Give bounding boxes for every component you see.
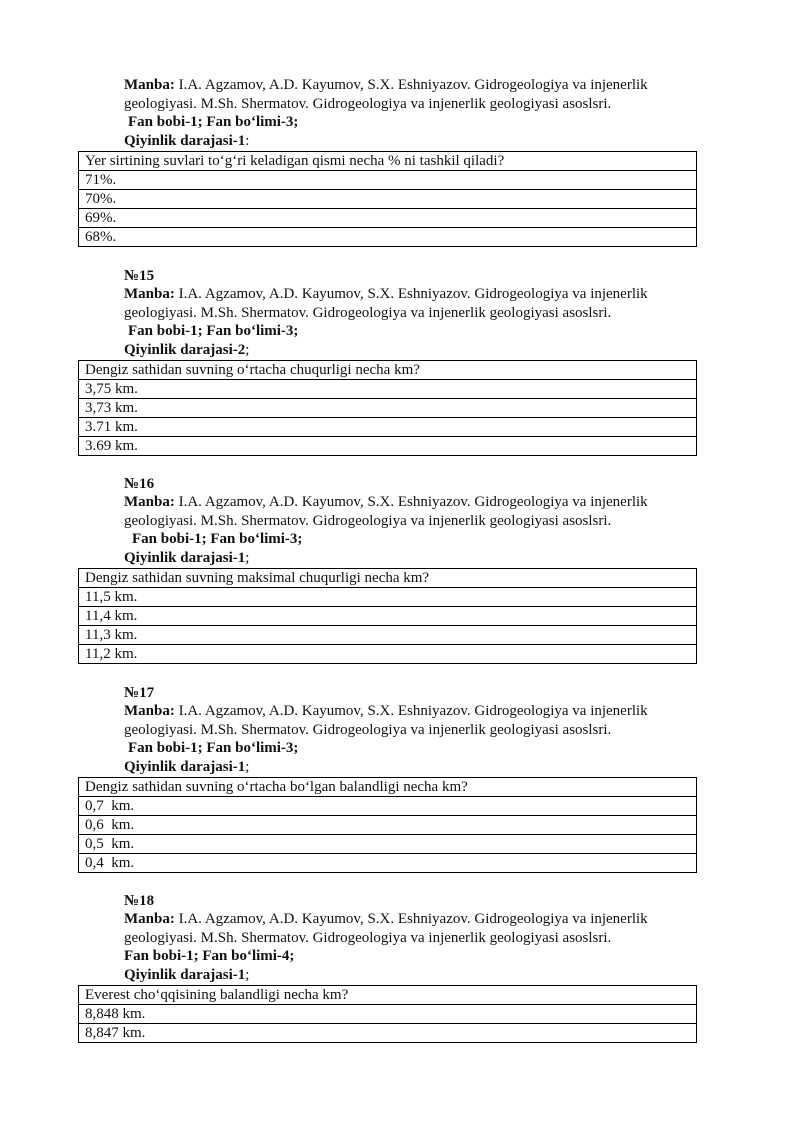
answer-option: 0,4 km. (79, 854, 697, 873)
question-table (78, 151, 697, 247)
source-line-1 (124, 285, 704, 304)
source-line-2: geologiyasi. M.Sh. Shermatov. Gidrogeologiya va injenerlik geologiyasi asoslsri. (124, 929, 612, 946)
answer-option: 0,7 km. (79, 797, 697, 816)
answer-row (79, 418, 697, 437)
answer-option: 3,75 km. (79, 380, 697, 399)
source-label: Manba: (124, 703, 175, 719)
answer-row (79, 816, 697, 835)
question-number: №18 (124, 893, 155, 909)
chapter-line: Fan bobi-1; Fan bo‘limi-3; (128, 323, 299, 339)
answer-option: 0,6 km. (79, 816, 697, 835)
answer-option: 11,4 km. (79, 607, 697, 626)
chapter-line: Fan bobi-1; Fan bo‘limi-3; (128, 114, 299, 130)
answer-option: 3,73 km. (79, 399, 697, 418)
answer-row (79, 854, 697, 873)
question-row (79, 569, 697, 588)
answer-option: 3.69 km. (79, 437, 697, 456)
question-table (78, 360, 697, 456)
source-line-1 (124, 702, 704, 721)
difficulty-label: Qiyinlik darajasi-1 (124, 758, 246, 775)
source-line-1 (124, 493, 704, 512)
answer-option: 11,3 km. (79, 626, 697, 645)
answer-option: 3.71 km. (79, 418, 697, 437)
difficulty-label: Qiyinlik darajasi-1 (124, 966, 246, 983)
difficulty-label: Qiyinlik darajasi-1 (124, 132, 246, 149)
difficulty-line (124, 132, 704, 151)
answer-option: 0,5 km. (79, 835, 697, 854)
answer-row (79, 835, 697, 854)
source-label: Manba: (124, 286, 175, 302)
source-text: I.A. Agzamov, A.D. Kayumov, S.X. Eshniyazov. Gidrogeologiya va injenerlik (174, 494, 648, 510)
difficulty-suffix: ; (245, 758, 250, 775)
source-line-2: geologiyasi. M.Sh. Shermatov. Gidrogeologiya va injenerlik geologiyasi asoslsri. (124, 304, 612, 321)
source-text: I.A. Agzamov, A.D. Kayumov, S.X. Eshniyazov. Gidrogeologiya va injenerlik (174, 77, 648, 93)
answer-row (79, 437, 697, 456)
source-line-1 (124, 76, 704, 95)
difficulty-suffix: : (245, 132, 250, 149)
question-text: Everest cho‘qqisining balandligi necha km? (79, 986, 697, 1005)
answer-row (79, 380, 697, 399)
answer-row (79, 1005, 697, 1024)
question-number: №17 (124, 685, 155, 701)
question-meta (124, 285, 704, 359)
question-text: Dengiz sathidan suvning maksimal chuqurligi necha km? (79, 569, 697, 588)
question-meta (124, 493, 704, 567)
answer-option: 8,848 km. (79, 1005, 697, 1024)
chapter-line: Fan bobi-1; Fan bo‘limi-4; (124, 948, 295, 964)
source-line-2: geologiyasi. M.Sh. Shermatov. Gidrogeologiya va injenerlik geologiyasi asoslsri. (124, 95, 612, 112)
answer-row (79, 797, 697, 816)
source-label: Manba: (124, 911, 175, 927)
answer-row (79, 228, 697, 247)
answer-option: 11,2 km. (79, 645, 697, 664)
answer-option: 11,5 km. (79, 588, 697, 607)
question-row (79, 778, 697, 797)
question-text: Dengiz sathidan suvning o‘rtacha chuqurligi necha km? (79, 361, 697, 380)
source-line-1 (124, 910, 704, 929)
question-row (79, 361, 697, 380)
difficulty-suffix: ; (245, 549, 250, 566)
answer-row (79, 171, 697, 190)
chapter-line: Fan bobi-1; Fan bo‘limi-3; (128, 740, 299, 756)
difficulty-suffix: ; (245, 341, 250, 358)
question-table (78, 568, 697, 664)
answer-row (79, 588, 697, 607)
answer-row (79, 626, 697, 645)
question-meta (124, 910, 704, 984)
question-table (78, 777, 697, 873)
answer-option: 68%. (79, 228, 697, 247)
question-meta (124, 76, 704, 150)
question-meta (124, 702, 704, 776)
source-label: Manba: (124, 77, 175, 93)
source-text: I.A. Agzamov, A.D. Kayumov, S.X. Eshniyazov. Gidrogeologiya va injenerlik (174, 911, 648, 927)
answer-option: 70%. (79, 190, 697, 209)
answer-row (79, 607, 697, 626)
chapter-line: Fan bobi-1; Fan bo‘limi-3; (132, 531, 303, 547)
answer-row (79, 1024, 697, 1043)
source-line-2: geologiyasi. M.Sh. Shermatov. Gidrogeologiya va injenerlik geologiyasi asoslsri. (124, 512, 612, 529)
question-row (79, 986, 697, 1005)
question-row (79, 152, 697, 171)
answer-option: 69%. (79, 209, 697, 228)
difficulty-line (124, 758, 704, 777)
difficulty-line (124, 549, 704, 568)
question-number: №16 (124, 476, 155, 492)
difficulty-line (124, 341, 704, 360)
source-label: Manba: (124, 494, 175, 510)
answer-row (79, 645, 697, 664)
answer-option: 71%. (79, 171, 697, 190)
difficulty-label: Qiyinlik darajasi-2 (124, 341, 246, 358)
source-line-2: geologiyasi. M.Sh. Shermatov. Gidrogeologiya va injenerlik geologiyasi asoslsri. (124, 721, 612, 738)
answer-row (79, 209, 697, 228)
answer-option: 8,847 km. (79, 1024, 697, 1043)
answer-row (79, 190, 697, 209)
question-text: Yer sirtining suvlari to‘g‘ri keladigan qismi necha % ni tashkil qiladi? (79, 152, 697, 171)
question-number: №15 (124, 268, 155, 284)
difficulty-label: Qiyinlik darajasi-1 (124, 549, 246, 566)
question-table (78, 985, 697, 1043)
answer-row (79, 399, 697, 418)
difficulty-suffix: ; (245, 966, 250, 983)
source-text: I.A. Agzamov, A.D. Kayumov, S.X. Eshniyazov. Gidrogeologiya va injenerlik (174, 286, 648, 302)
difficulty-line (124, 966, 704, 985)
question-text: Dengiz sathidan suvning o‘rtacha bo‘lgan balandligi necha km? (79, 778, 697, 797)
source-text: I.A. Agzamov, A.D. Kayumov, S.X. Eshniyazov. Gidrogeologiya va injenerlik (174, 703, 648, 719)
